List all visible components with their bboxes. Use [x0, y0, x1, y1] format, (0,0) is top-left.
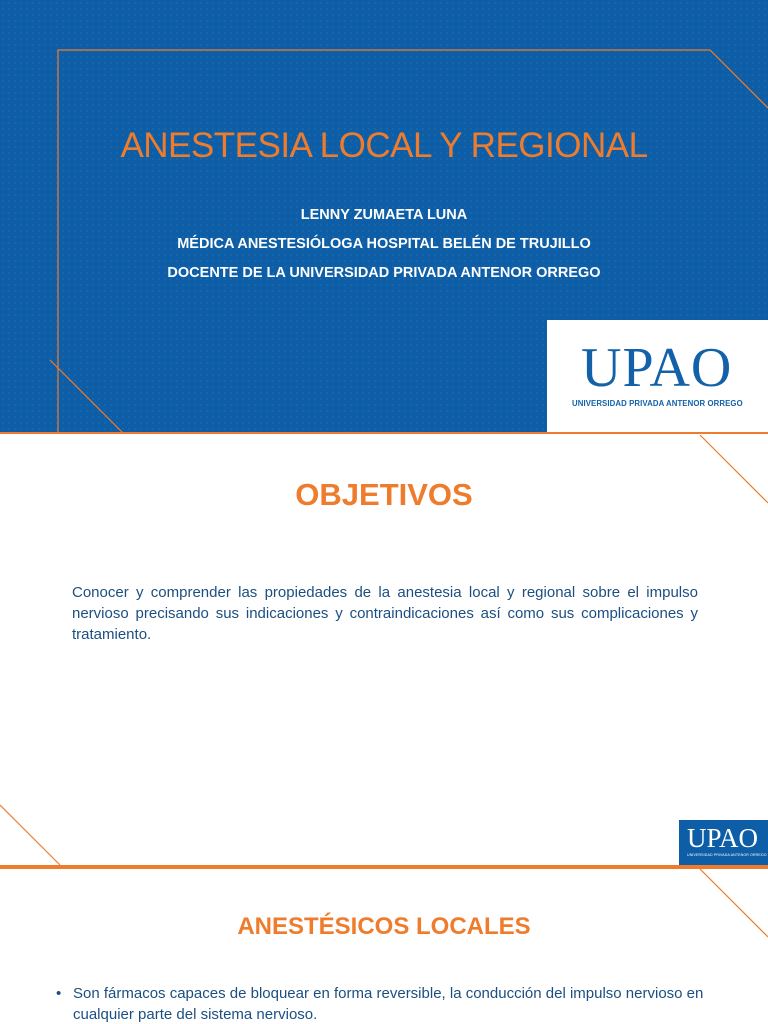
- logo-wordmark: UPAO: [581, 337, 733, 399]
- upao-logo: [547, 320, 768, 434]
- logo-wordmark: UPAO: [687, 823, 759, 853]
- objectives-paragraph: Conocer y comprender las propiedades de la anestesia local y regional sobre el impulso nervioso precisando sus indicaciones y contraindicaciones así como sus complicaciones y tratamiento.: [72, 584, 698, 643]
- local-anesthetics-slide: [0, 869, 768, 1024]
- section-heading: ANESTÉSICOS LOCALES: [237, 913, 531, 940]
- title-slide: [0, 0, 768, 434]
- presentation-title: ANESTESIA LOCAL Y REGIONAL: [120, 126, 648, 165]
- author-position: MÉDICA ANESTESIÓLOGA HOSPITAL BELÉN DE TRUJILLO: [177, 236, 591, 252]
- author-affiliation: DOCENTE DE LA UNIVERSIDAD PRIVADA ANTENOR ORREGO: [167, 265, 601, 281]
- author-name: LENNY ZUMAETA LUNA: [300, 207, 468, 223]
- upao-logo-small: [679, 820, 768, 866]
- objectives-heading: OBJETIVOS: [295, 477, 473, 512]
- bullet-text: Son fármacos capaces de bloquear en forma reversible, la conducción del impulso nervioso en cualquier parte del sistema nervioso.: [73, 985, 704, 1023]
- logo-subtitle: UNIVERSIDAD PRIVADA ANTENOR ORREGO: [687, 853, 767, 857]
- bullet-dot-icon: •: [56, 985, 62, 1002]
- orange-divider: [0, 432, 768, 434]
- logo-subtitle: UNIVERSIDAD PRIVADA ANTENOR ORREGO: [572, 399, 743, 408]
- bullet-item: [56, 983, 736, 1024]
- objectives-slide: [0, 435, 768, 869]
